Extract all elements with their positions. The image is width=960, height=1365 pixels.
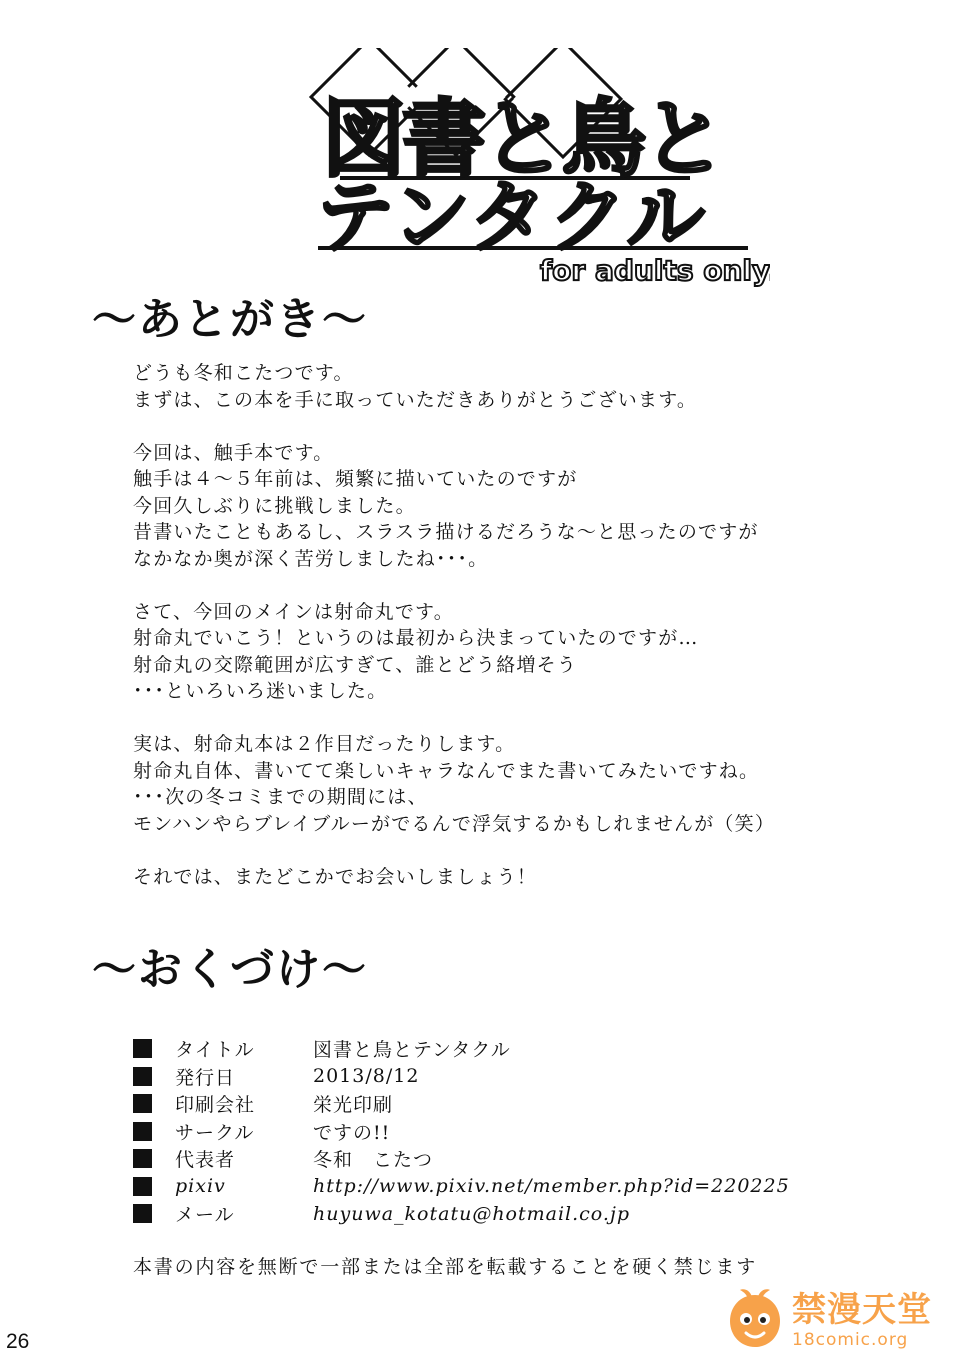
afterword-paragraph xyxy=(133,599,893,705)
afterword-paragraph xyxy=(133,731,893,837)
afterword-body xyxy=(133,360,893,917)
bullet-square-icon xyxy=(133,1094,152,1113)
afterword-line: 実は、射命丸本は２作目だったりします。 xyxy=(133,733,516,755)
colophon-label: 代表者 xyxy=(175,1149,236,1172)
afterword-line: 触手は４～５年前は、頻繁に描いていたのですが xyxy=(133,468,578,490)
afterword-line: まずは、この本を手に取っていただきありがとうございます。 xyxy=(133,388,698,411)
colophon-row xyxy=(133,1200,790,1228)
afterword-line: 射命丸の交際範囲が広すぎて、誰とどう絡増そう xyxy=(133,653,578,676)
colophon-heading: ～おくづけ～ xyxy=(92,944,368,995)
afterword-line: 今回久しぶりに挑戦しました。 xyxy=(133,494,416,517)
colophon-row xyxy=(133,1173,790,1201)
pixiv-url: http://www.pixiv.net/member.php?id=220225 xyxy=(313,1175,790,1198)
afterword-paragraph xyxy=(133,360,893,413)
colophon-row xyxy=(133,1118,790,1146)
colophon-label: pixiv xyxy=(175,1175,226,1198)
bullet-square-icon xyxy=(133,1039,152,1058)
colophon-label: タイトル xyxy=(175,1039,255,1062)
afterword-line: さて、今回のメインは射命丸です。 xyxy=(133,600,454,623)
colophon-value: 図書と鳥とテンタクル xyxy=(313,1039,511,1062)
colophon-table xyxy=(133,1035,790,1228)
afterword-line: それでは、またどこかでお会いしましょう！ xyxy=(133,865,538,888)
logo-tagline: for adults only. xyxy=(540,254,770,287)
afterword-paragraph xyxy=(133,440,893,573)
colophon-value: ですの!! xyxy=(313,1121,391,1144)
afterword-line: 昔書いたこともあるし、スラスラ描けるだろうな～と思ったのですが xyxy=(133,521,759,543)
afterword-line: どうも冬和こたつです。 xyxy=(133,362,354,384)
bullet-square-icon xyxy=(133,1122,152,1141)
page-number: 26 xyxy=(6,1330,30,1353)
title-logo-art xyxy=(300,48,770,288)
colophon-value: 冬和 こたつ xyxy=(313,1149,434,1172)
watermark-name: 禁漫天堂 xyxy=(792,1290,932,1330)
bullet-square-icon xyxy=(133,1204,152,1223)
afterword-line: なかなか奥が深く苦労しましたね･･･。 xyxy=(133,547,489,570)
bullet-square-icon xyxy=(133,1149,152,1168)
colophon-label: 発行日 xyxy=(175,1066,236,1089)
watermark-mascot-icon xyxy=(722,1287,788,1353)
afterword-line: 今回は、触手本です。 xyxy=(133,441,334,464)
afterword-line: 射命丸自体、書いてて楽しいキャラなんでまた書いてみたいですね。 xyxy=(133,759,760,782)
afterword-paragraph xyxy=(133,864,893,891)
watermark-url: 18comic.org xyxy=(792,1330,909,1350)
copyright-notice: 本書の内容を無断で一部または全部を転載することを硬く禁じます xyxy=(133,1256,758,1278)
colophon-label: メール xyxy=(175,1204,235,1227)
watermark xyxy=(722,1282,952,1358)
colophon-value: 2013/8/12 xyxy=(313,1065,420,1088)
colophon-row xyxy=(133,1090,790,1118)
colophon-row xyxy=(133,1063,790,1091)
colophon-label: 印刷会社 xyxy=(175,1094,256,1117)
bullet-square-icon xyxy=(133,1177,152,1196)
colophon-value: 栄光印刷 xyxy=(313,1094,394,1117)
logo-line2: テンタクル xyxy=(316,173,707,263)
colophon-row xyxy=(133,1035,790,1063)
title-logo xyxy=(300,48,770,288)
afterword-line: 射命丸でいこう！というのは最初から決まっていたのですが… xyxy=(133,627,699,649)
afterword-line: ･･･といろいろ迷いました。 xyxy=(133,680,388,702)
colophon-row xyxy=(133,1145,790,1173)
email-address: huyuwa_kotatu@hotmail.co.jp xyxy=(313,1202,631,1225)
bullet-square-icon xyxy=(133,1067,152,1086)
afterword-heading: ～あとがき～ xyxy=(92,294,368,345)
afterword-line: モンハンやらブレイブルーがでるんで浮気するかもしれませんが（笑） xyxy=(133,812,776,835)
colophon-label: サークル xyxy=(175,1121,255,1144)
afterword-line: ･･･次の冬コミまでの期間には、 xyxy=(133,786,428,808)
logo-line1: 図書と鳥と xyxy=(322,90,723,188)
